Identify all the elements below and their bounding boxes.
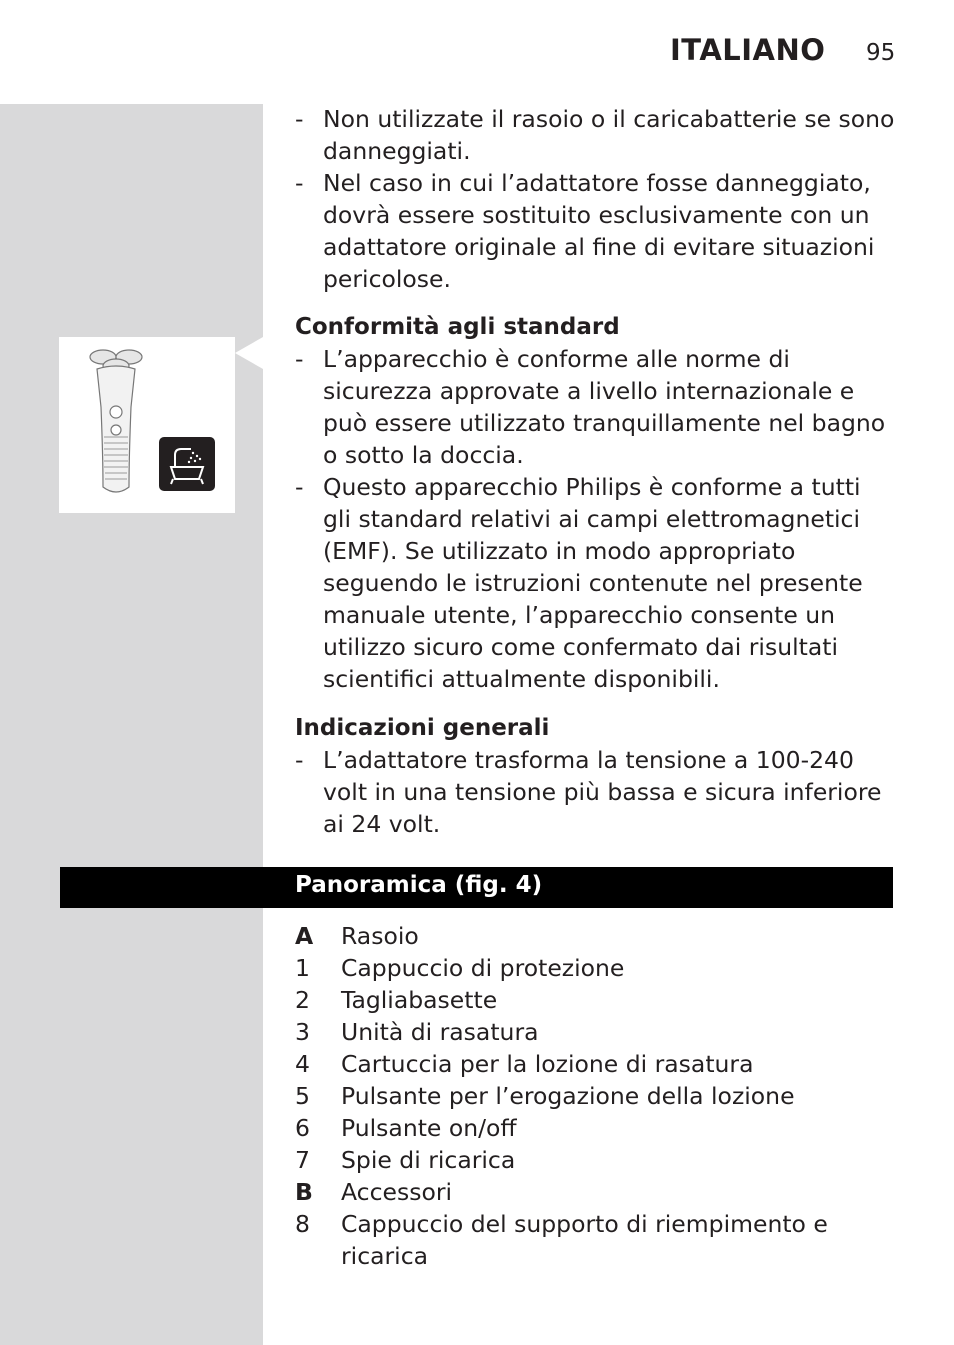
general-heading: Indicazioni generali (295, 715, 550, 741)
list-item: 4 Cartuccia per la lozione di rasatura (295, 1050, 754, 1078)
list-item: - L’apparecchio è conforme alle norme di sicurezza approvate a livello internazionale e può essere utilizzato tranquillamente nel bagno o sotto la doccia. (295, 345, 886, 469)
conformity-heading: Conformità agli standard (295, 314, 620, 340)
bath-shower-icon (159, 437, 215, 491)
general-section (295, 712, 895, 840)
language-title: ITALIANO (670, 33, 826, 67)
conformity-section (295, 311, 895, 695)
list-item: A Rasoio (295, 922, 419, 950)
list-item: 6 Pulsante on/off (295, 1114, 517, 1142)
left-margin-bar (0, 104, 263, 1345)
illustration-pointer (235, 337, 263, 369)
safety-list (295, 103, 895, 295)
list-item: 1 Cappuccio di protezione (295, 954, 625, 982)
list-item: - Nel caso in cui l’adattatore fosse danneggiato, dovrà essere sostituito esclusivamente con un adattatore originale al fine di evitare situazioni pericolose. (295, 169, 875, 293)
page-number: 95 (866, 40, 896, 66)
list-item: 2 Tagliabasette (295, 986, 498, 1014)
shaver-illustration (59, 337, 235, 513)
list-item: 8 Cappuccio del supporto di riempimento e ricarica (295, 1210, 828, 1270)
list-item: 7 Spie di ricarica (295, 1146, 516, 1174)
list-item: B Accessori (295, 1178, 453, 1206)
list-item: - Questo apparecchio Philips è conforme a tutti gli standard relativi ai campi elettromagnetici (EMF). Se utilizzato in modo appropriato seguendo le istruzioni contenute nel presente manuale utente, l’apparecchio consente un utilizzo sicuro come confermato dai risultati scientifici attualmente disponibili. (295, 473, 863, 693)
list-item: - Non utilizzate il rasoio o il caricabatterie se sono danneggiati. (295, 105, 895, 165)
overview-heading: Panoramica (fig. 4) (295, 872, 543, 898)
list-item: - L’adattatore trasforma la tensione a 100-240 volt in una tensione più bassa e sicura inferiore ai 24 volt. (295, 746, 882, 838)
shaver-icon (59, 337, 235, 513)
list-item: 3 Unità di rasatura (295, 1018, 539, 1046)
list-item: 5 Pulsante per l’erogazione della lozione (295, 1082, 795, 1110)
section-banner (60, 867, 893, 908)
parts-list (295, 920, 895, 1272)
